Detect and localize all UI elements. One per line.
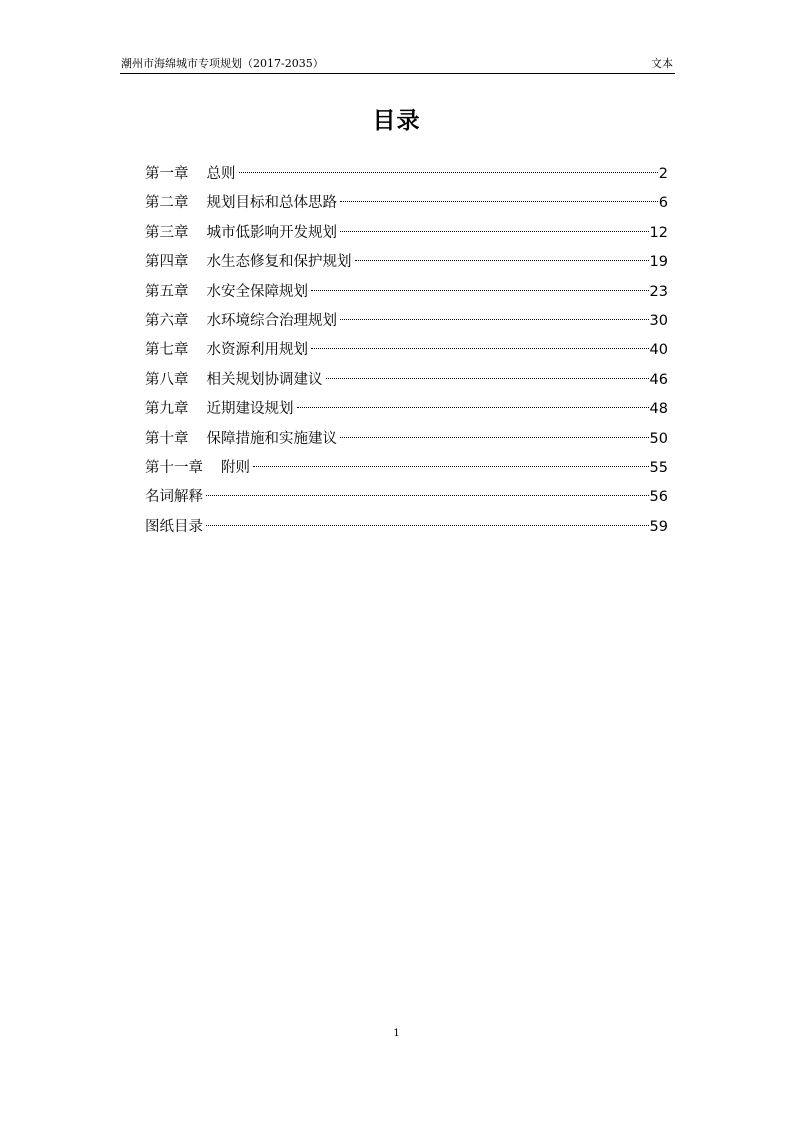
- toc-entry-page: 19: [649, 254, 668, 271]
- toc-dot-leader: [340, 437, 649, 438]
- toc-entry-page: 56: [649, 489, 668, 506]
- toc-entry-chapter-number: 第四章: [145, 254, 189, 271]
- toc-entry-chapter-number: 第三章: [145, 224, 189, 241]
- toc-entry-chapter-number: 第九章: [145, 401, 189, 418]
- toc-dot-leader: [340, 319, 649, 320]
- toc-dot-leader: [206, 525, 649, 526]
- toc-entry-chapter-number: 第六章: [145, 312, 189, 329]
- page-header: [120, 57, 675, 74]
- toc-entry-page: 2: [658, 166, 668, 182]
- toc-dot-leader: [206, 495, 649, 496]
- toc-entry-page: 55: [649, 459, 668, 476]
- toc-entry-chapter-2[interactable]: [145, 189, 668, 218]
- toc-entry-chapter-1[interactable]: [145, 160, 668, 189]
- toc-entry-drawing-list[interactable]: [145, 513, 668, 542]
- toc-entry-title: 水生态修复和保护规划: [206, 254, 352, 271]
- footer-page-number: 1: [393, 1028, 400, 1039]
- toc-entry-chapter-9[interactable]: [145, 395, 668, 424]
- header-document-title: 潮州市海绵城市专项规划（2017-2035）: [121, 57, 324, 70]
- toc-entry-page: 59: [649, 518, 668, 535]
- toc-title: 目录: [372, 108, 421, 134]
- toc-entry-page: 12: [649, 224, 668, 241]
- toc-dot-leader: [297, 407, 649, 408]
- toc-entry-chapter-4[interactable]: [145, 248, 668, 277]
- toc-entry-chapter-8[interactable]: [145, 366, 668, 395]
- toc-entry-page: 40: [649, 342, 668, 359]
- toc-entry-page: 48: [649, 401, 668, 418]
- toc-list: [145, 160, 668, 542]
- toc-entry-chapter-7[interactable]: [145, 336, 668, 365]
- toc-entry-chapter-number: 第五章: [145, 283, 189, 300]
- toc-entry-title: 附则: [221, 459, 250, 476]
- toc-entry-title: 图纸目录: [145, 518, 203, 535]
- toc-entry-page: 23: [649, 283, 668, 300]
- toc-entry-page: 50: [649, 430, 668, 447]
- toc-entry-chapter-11[interactable]: [145, 454, 668, 483]
- toc-entry-title: 保障措施和实施建议: [206, 430, 337, 447]
- toc-entry-chapter-number: 第八章: [145, 371, 189, 388]
- toc-entry-chapter-3[interactable]: [145, 219, 668, 248]
- toc-entry-page: 6: [658, 195, 668, 212]
- toc-entry-title: 名词解释: [145, 489, 203, 506]
- toc-dot-leader: [311, 290, 649, 291]
- toc-entry-chapter-number: 第七章: [145, 342, 189, 359]
- toc-entry-title: 近期建设规划: [206, 401, 294, 418]
- toc-entry-page: 30: [649, 312, 668, 329]
- toc-entry-glossary[interactable]: [145, 483, 668, 512]
- toc-entry-title: 水安全保障规划: [206, 283, 308, 300]
- toc-dot-leader: [340, 201, 658, 202]
- toc-entry-chapter-number: 第二章: [145, 195, 189, 212]
- toc-entry-title: 城市低影响开发规划: [206, 224, 337, 241]
- toc-dot-leader: [340, 231, 649, 232]
- toc-entry-title: 水资源利用规划: [206, 342, 308, 359]
- toc-entry-chapter-number: 第一章: [145, 166, 189, 182]
- toc-entry-chapter-5[interactable]: [145, 278, 668, 307]
- toc-dot-leader: [326, 378, 649, 379]
- toc-entry-chapter-6[interactable]: [145, 307, 668, 336]
- toc-dot-leader: [253, 466, 649, 467]
- toc-entry-title: 水环境综合治理规划: [206, 312, 337, 329]
- toc-dot-leader: [311, 348, 649, 349]
- toc-entry-title: 总则: [206, 166, 236, 182]
- toc-entry-title: 相关规划协调建议: [206, 371, 323, 388]
- toc-entry-chapter-number: 第十一章: [145, 459, 203, 476]
- toc-entry-chapter-number: 第十章: [145, 430, 189, 447]
- toc-entry-page: 46: [649, 371, 668, 388]
- header-section-label: 文本: [651, 57, 673, 70]
- toc-dot-leader: [239, 172, 658, 173]
- toc-entry-title: 规划目标和总体思路: [206, 195, 337, 212]
- toc-dot-leader: [355, 260, 649, 261]
- toc-entry-chapter-10[interactable]: [145, 425, 668, 454]
